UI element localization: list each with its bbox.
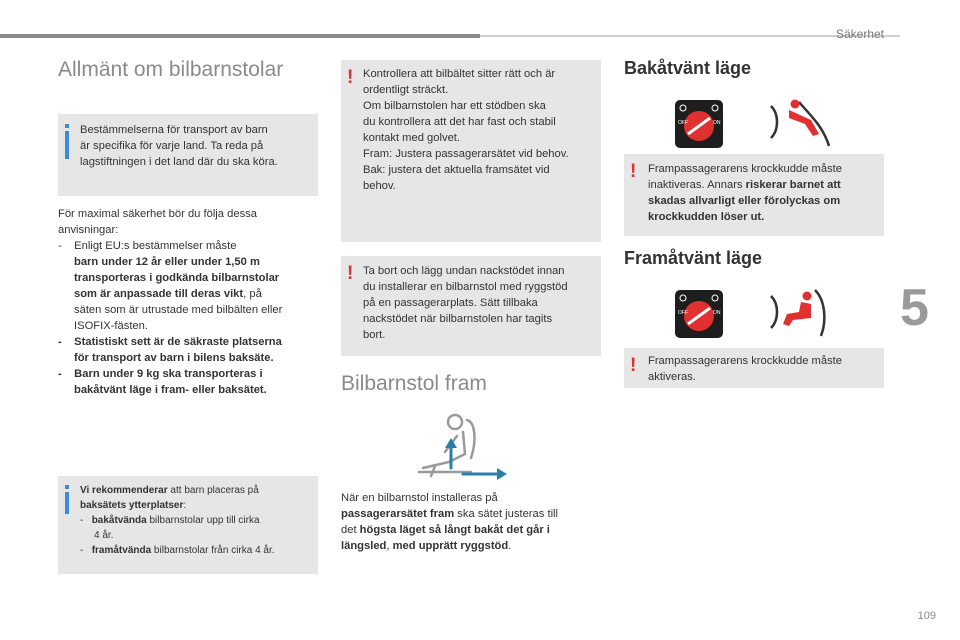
warning-box-headrest	[341, 256, 601, 356]
bullet-eu-rules: - Enligt EU:s bestämmelser måste	[58, 240, 237, 252]
info-icon	[65, 485, 69, 489]
warning-text: Frampassagerarens krockkudde måste inaktiveras. Annars riskerar barnet att skadas allvarligt eller förolyckas om krockkudden löser ut.	[648, 163, 843, 223]
header-rule-dark	[0, 34, 480, 38]
warning-text: Frampassagerarens krockkudde måste aktiveras.	[648, 355, 843, 383]
section-heading-rear-facing: Bakåtvänt läge	[624, 58, 752, 78]
section-heading-forward-facing: Framåtvänt läge	[624, 248, 763, 268]
info-icon	[65, 124, 69, 128]
bullet-safest-seat: - Statistiskt sett är de säkraste platserna	[58, 336, 282, 348]
warning-icon: !	[347, 263, 354, 284]
bullet-under-9kg: - Barn under 9 kg ska transporteras i	[58, 368, 263, 380]
seat-adjust-illustration	[405, 410, 515, 486]
forward-facing-seat-icon	[765, 286, 837, 342]
warning-text: Kontrollera att bilbältet sitter rätt och är ordentligt sträckt. Om bilbarnstolen har ett stödben ska du kontrollera att det har fast och stabil kontakt med golvet. Fram: Justera passagerarsätet vid behov. Bak: justera det aktuella framsätet vid behov.	[363, 68, 569, 192]
front-seat-paragraph: När en bilbarnstol installeras på passagerarsätet fram ska sätet justeras till det högsta läget så långt bakåt det går i längsled, med upprätt ryggstöd.	[341, 492, 559, 552]
instructions-block: För maximal säkerhet bör du följa dessa anvisningar: - Enligt EU:s bestämmelser måste barn under 12 år eller under 1,50 m transporteras i godkända bilbarnstolar som är anpassade till deras vikt, på säten som är utrustade med bilbälten eller ISOFIX-fästen. - Statistiskt sett är de säkraste platserna för transport av barn i bilens baksäte. - Barn under 9 kg ska transporteras i bakåtvänt läge i fram- eller baksätet.	[58, 206, 328, 398]
info-box-recommendation	[58, 476, 318, 574]
warning-box-seatbelt	[341, 60, 601, 242]
info-box-legislation	[58, 114, 318, 196]
page-title: Allmänt om bilbarnstolar	[58, 58, 284, 81]
svg-text:ON: ON	[713, 310, 721, 316]
warning-icon: !	[630, 161, 637, 182]
warning-icon: !	[630, 355, 637, 376]
warning-box-airbag-deactivate	[624, 154, 884, 236]
svg-text:OFF: OFF	[678, 120, 688, 126]
airbag-on-switch-icon	[675, 290, 723, 338]
section-heading-front-seat: Bilbarnstol fram	[341, 372, 487, 395]
warning-text: Ta bort och lägg undan nackstödet innan du installerar en bilbarnstol med ryggstöd på en passagerarplats. Sätt tillbaka nackstödet när bilbarnstolen har tagits bort.	[363, 265, 568, 341]
section-title: Säkerhet	[835, 27, 884, 41]
info-box-text: Bestämmelserna för transport av barn är specifika för varje land. Ta reda på lagstiftningen i det land där du ska köra.	[80, 124, 278, 168]
chapter-number: 5	[900, 279, 929, 337]
warning-box-airbag-activate	[624, 348, 884, 388]
recommendation-text: Vi rekommenderar att barn placeras på baksätets ytterplatser: - bakåtvända bilbarnstolar upp till cirka 4 år. - framåtvända bilbarnstolar från cirka 4 år.	[80, 485, 275, 556]
svg-text:OFF: OFF	[678, 310, 688, 316]
svg-text:ON: ON	[713, 120, 721, 126]
warning-icon: !	[347, 67, 354, 88]
airbag-off-switch-icon	[675, 100, 723, 148]
info-icon-bar	[65, 492, 69, 514]
info-icon-bar	[65, 131, 69, 159]
page-number: 109	[917, 610, 936, 622]
rear-facing-seat-icon	[765, 96, 837, 152]
